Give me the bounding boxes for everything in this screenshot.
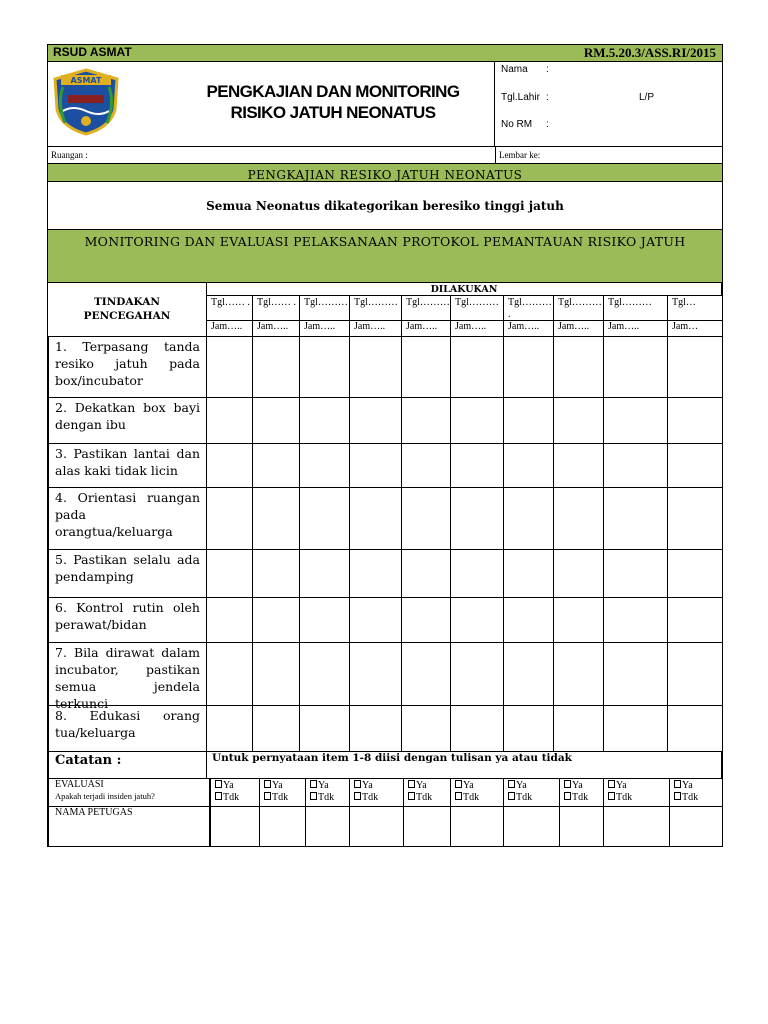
date-header[interactable]: Tgl…… .	[206, 296, 253, 321]
check-cell[interactable]	[503, 336, 554, 398]
option-tdk[interactable]	[264, 792, 305, 804]
checkbox-icon[interactable]	[608, 780, 615, 788]
lembar-label: Lembar ke:	[499, 150, 541, 160]
check-cell[interactable]	[503, 597, 554, 643]
tgl-lahir-colon: :	[546, 92, 549, 103]
table-row-label: 1. Terpasang tanda resiko jatuh pada box/incubator	[48, 336, 207, 398]
section1-bar	[48, 164, 722, 182]
table-row-label: 6. Kontrol rutin oleh perawat/bidan	[48, 597, 207, 643]
logo-boat	[68, 95, 104, 103]
option-text: Ya	[223, 780, 234, 791]
date-header[interactable]: Tgl………	[603, 296, 668, 321]
option-ya[interactable]	[215, 780, 259, 792]
option-text: Tdk	[318, 792, 335, 803]
evaluasi-option-cell[interactable]	[503, 778, 560, 807]
option-text: Tdk	[272, 792, 289, 803]
petugas-signature-cell[interactable]	[450, 806, 504, 847]
petugas-cell: NAMA PETUGAS	[48, 806, 210, 847]
option-ya[interactable]	[564, 780, 603, 792]
check-cell[interactable]	[503, 642, 554, 706]
check-cell[interactable]	[252, 487, 300, 550]
evaluasi-option-cell[interactable]	[603, 778, 670, 807]
catatan-cell: Catatan :	[48, 751, 207, 779]
checkbox-icon[interactable]	[508, 780, 515, 788]
title-line-2: RISIKO JATUH NEONATUS	[230, 103, 436, 122]
checkbox-icon[interactable]	[215, 780, 222, 788]
logo-text: ASMAT	[70, 76, 102, 85]
date-header[interactable]: Tgl………	[401, 296, 451, 321]
check-cell[interactable]	[401, 549, 451, 598]
check-cell[interactable]	[206, 487, 253, 550]
time-header[interactable]: Jam…..	[553, 320, 604, 337]
checkbox-icon[interactable]	[408, 780, 415, 788]
checkbox-icon[interactable]	[674, 792, 681, 800]
table-row-label: 5. Pastikan selalu ada pendamping	[48, 549, 207, 598]
section2-bar	[48, 230, 722, 283]
table-row-label: 8. Edukasi orang tua/keluarga	[48, 705, 207, 752]
evaluasi-option-cell[interactable]	[403, 778, 451, 807]
title-line-1: PENGKAJIAN DAN MONITORING	[206, 82, 460, 101]
form-title	[168, 81, 498, 123]
evaluasi-option-cell[interactable]	[210, 778, 260, 807]
catatan-note: Untuk pernyataan item 1-8 diisi dengan tulisan ya atau tidak	[206, 751, 722, 779]
hospital-name: RSUD ASMAT	[53, 45, 132, 59]
check-cell[interactable]	[299, 487, 350, 550]
check-cell[interactable]	[401, 705, 451, 752]
option-ya[interactable]	[674, 780, 722, 792]
check-cell[interactable]	[206, 397, 253, 444]
norm-label: No RM	[501, 119, 533, 130]
evaluasi-cell	[48, 778, 210, 807]
check-cell[interactable]	[206, 336, 253, 398]
option-ya[interactable]	[354, 780, 403, 792]
checkbox-icon[interactable]	[408, 792, 415, 800]
check-cell[interactable]	[553, 336, 604, 398]
check-cell[interactable]	[349, 705, 402, 752]
date-header[interactable]: Tgl…… .	[252, 296, 300, 321]
evaluasi-label: EVALUASI	[55, 779, 104, 790]
form-code: RM.5.20.3/ASS.RI/2015	[583, 45, 716, 60]
option-ya[interactable]	[508, 780, 559, 792]
tgl-lahir-label: Tgl.Lahir	[501, 92, 540, 103]
check-cell[interactable]	[503, 397, 554, 444]
table-row-label: 4. Orientasi ruangan pada orangtua/keluarga	[48, 487, 207, 550]
time-header[interactable]: Jam…..	[603, 320, 668, 337]
table-row-label: 2. Dekatkan box bayi dengan ibu	[48, 397, 207, 444]
check-cell[interactable]	[206, 705, 253, 752]
table-row-label: 3. Pastikan lantai dan alas kaki tidak licin	[48, 443, 207, 488]
check-cell[interactable]	[299, 642, 350, 706]
check-cell[interactable]	[299, 336, 350, 398]
check-cell[interactable]	[667, 336, 723, 398]
check-cell[interactable]	[450, 487, 504, 550]
action-header: TINDAKAN PENCEGAHAN	[83, 296, 171, 322]
petugas-signature-cell[interactable]	[210, 806, 260, 847]
petugas-signature-cell[interactable]	[603, 806, 670, 847]
check-cell[interactable]	[553, 642, 604, 706]
check-cell[interactable]	[503, 549, 554, 598]
option-text: Ya	[516, 780, 527, 791]
title-area	[48, 62, 495, 147]
check-cell[interactable]	[401, 443, 451, 488]
checkbox-icon[interactable]	[264, 792, 271, 800]
check-cell[interactable]	[252, 336, 300, 398]
petugas-signature-cell[interactable]	[403, 806, 451, 847]
option-text: Tdk	[463, 792, 480, 803]
option-text: Tdk	[616, 792, 633, 803]
check-cell[interactable]	[553, 487, 604, 550]
checkbox-icon[interactable]	[354, 792, 361, 800]
check-cell[interactable]	[450, 336, 504, 398]
evaluasi-option-cell[interactable]	[305, 778, 350, 807]
ruangan-label: Ruangan :	[51, 150, 88, 160]
check-cell[interactable]	[349, 443, 402, 488]
check-cell[interactable]	[349, 336, 402, 398]
check-cell[interactable]	[603, 397, 668, 444]
evaluasi-option-cell[interactable]	[450, 778, 504, 807]
option-text: Ya	[616, 780, 627, 791]
evaluasi-option-cell[interactable]	[669, 778, 723, 807]
checkbox-icon[interactable]	[508, 792, 515, 800]
checkbox-icon[interactable]	[310, 780, 317, 788]
option-text: Ya	[682, 780, 693, 791]
section1-statement-row	[48, 182, 722, 230]
check-cell[interactable]	[667, 549, 723, 598]
check-cell[interactable]	[450, 642, 504, 706]
check-cell[interactable]	[349, 549, 402, 598]
check-cell[interactable]	[667, 487, 723, 550]
option-tdk[interactable]	[455, 792, 503, 804]
check-cell[interactable]	[349, 397, 402, 444]
option-tdk[interactable]	[354, 792, 403, 804]
patient-identity	[496, 62, 722, 147]
option-ya[interactable]	[608, 780, 669, 792]
check-cell[interactable]	[299, 705, 350, 752]
option-text: Tdk	[362, 792, 379, 803]
evaluasi-option-cell[interactable]	[559, 778, 604, 807]
norm-colon: :	[546, 119, 549, 130]
petugas-signature-cell[interactable]	[259, 806, 306, 847]
ruangan-field	[48, 146, 496, 164]
check-cell[interactable]	[252, 397, 300, 444]
date-header[interactable]: Tgl………	[349, 296, 402, 321]
time-header[interactable]: Jam…..	[401, 320, 451, 337]
check-cell[interactable]	[252, 549, 300, 598]
checkbox-icon[interactable]	[310, 792, 317, 800]
option-text: Tdk	[572, 792, 589, 803]
option-text: Ya	[463, 780, 474, 791]
check-cell[interactable]	[299, 397, 350, 444]
check-cell[interactable]	[401, 397, 451, 444]
date-header[interactable]: Tgl……… .	[503, 296, 554, 321]
check-cell[interactable]	[252, 705, 300, 752]
petugas-signature-cell[interactable]	[503, 806, 560, 847]
option-ya[interactable]	[408, 780, 450, 792]
check-cell[interactable]	[206, 549, 253, 598]
date-header[interactable]: Tgl………	[299, 296, 350, 321]
time-header[interactable]: Jam…..	[206, 320, 253, 337]
check-cell[interactable]	[401, 642, 451, 706]
petugas-signature-cell[interactable]	[669, 806, 723, 847]
date-header[interactable]: Tgl…	[667, 296, 723, 321]
check-cell[interactable]	[667, 443, 723, 488]
petugas-signature-cell[interactable]	[305, 806, 350, 847]
check-cell[interactable]	[553, 397, 604, 444]
check-cell[interactable]	[667, 642, 723, 706]
section2-title: MONITORING DAN EVALUASI PELAKSANAAN PROTOKOL PEMANTAUAN RISIKO JATUH	[84, 234, 686, 249]
option-text: Tdk	[416, 792, 433, 803]
check-cell[interactable]	[450, 597, 504, 643]
check-cell[interactable]	[603, 336, 668, 398]
option-tdk[interactable]	[215, 792, 259, 804]
option-tdk[interactable]	[408, 792, 450, 804]
check-cell[interactable]	[206, 642, 253, 706]
time-header[interactable]: Jam…..	[450, 320, 504, 337]
time-header[interactable]: Jam…..	[349, 320, 402, 337]
checkbox-icon[interactable]	[564, 780, 571, 788]
check-cell[interactable]	[603, 642, 668, 706]
asmat-logo	[51, 67, 121, 137]
check-cell[interactable]	[450, 549, 504, 598]
check-cell[interactable]	[503, 705, 554, 752]
check-cell[interactable]	[603, 597, 668, 643]
check-cell[interactable]	[252, 642, 300, 706]
check-cell[interactable]	[349, 487, 402, 550]
check-cell[interactable]	[401, 336, 451, 398]
check-cell[interactable]	[667, 397, 723, 444]
check-cell[interactable]	[450, 443, 504, 488]
table-row-label: 7. Bila dirawat dalam incubator, pastikan semua jendela terkunci	[48, 642, 207, 706]
checkbox-icon[interactable]	[455, 780, 462, 788]
check-cell[interactable]	[503, 487, 554, 550]
check-cell[interactable]	[667, 597, 723, 643]
option-text: Tdk	[516, 792, 533, 803]
check-cell[interactable]	[401, 597, 451, 643]
check-cell[interactable]	[603, 549, 668, 598]
check-cell[interactable]	[349, 642, 402, 706]
date-header[interactable]: Tgl………	[450, 296, 504, 321]
checkbox-icon[interactable]	[564, 792, 571, 800]
section1-statement: Semua Neonatus dikategorikan beresiko tinggi jatuh	[206, 199, 564, 213]
checkbox-icon[interactable]	[264, 780, 271, 788]
checkbox-icon[interactable]	[608, 792, 615, 800]
check-cell[interactable]	[299, 443, 350, 488]
logo-emblem	[81, 116, 91, 126]
header-bar	[48, 45, 722, 62]
option-text: Ya	[318, 780, 329, 791]
option-text: Ya	[572, 780, 583, 791]
option-tdk[interactable]	[508, 792, 559, 804]
check-cell[interactable]	[401, 487, 451, 550]
option-text: Ya	[272, 780, 283, 791]
check-cell[interactable]	[299, 597, 350, 643]
petugas-signature-cell[interactable]	[559, 806, 604, 847]
evaluasi-question: Apakah terjadi insiden jatuh?	[55, 791, 155, 801]
time-header[interactable]: Jam…..	[252, 320, 300, 337]
evaluasi-option-cell[interactable]	[259, 778, 306, 807]
time-header[interactable]: Jam…..	[299, 320, 350, 337]
checkbox-icon[interactable]	[354, 780, 361, 788]
checkbox-icon[interactable]	[215, 792, 222, 800]
check-cell[interactable]	[252, 443, 300, 488]
evaluasi-option-cell[interactable]	[349, 778, 404, 807]
lembar-field	[496, 146, 722, 164]
check-cell[interactable]	[603, 487, 668, 550]
check-cell[interactable]	[603, 705, 668, 752]
check-cell[interactable]	[450, 397, 504, 444]
check-cell[interactable]	[299, 549, 350, 598]
check-cell[interactable]	[206, 443, 253, 488]
checkbox-icon[interactable]	[455, 792, 462, 800]
check-cell[interactable]	[503, 443, 554, 488]
time-header[interactable]: Jam…	[667, 320, 723, 337]
check-cell[interactable]	[349, 597, 402, 643]
option-ya[interactable]	[264, 780, 305, 792]
option-tdk[interactable]	[608, 792, 669, 804]
nama-colon: :	[546, 64, 549, 75]
option-ya[interactable]	[310, 780, 349, 792]
date-header[interactable]: Tgl………	[553, 296, 604, 321]
check-cell[interactable]	[252, 597, 300, 643]
check-cell[interactable]	[553, 549, 604, 598]
check-cell[interactable]	[667, 705, 723, 752]
option-tdk[interactable]	[310, 792, 349, 804]
option-tdk[interactable]	[674, 792, 722, 804]
section1-title: PENGKAJIAN RESIKO JATUH NEONATUS	[247, 168, 523, 182]
check-cell[interactable]	[450, 705, 504, 752]
option-text: Ya	[362, 780, 373, 791]
done-header: DILAKUKAN	[430, 284, 498, 295]
check-cell[interactable]	[553, 443, 604, 488]
check-cell[interactable]	[553, 705, 604, 752]
nama-label: Nama	[501, 64, 528, 75]
check-cell[interactable]	[553, 597, 604, 643]
checkbox-icon[interactable]	[674, 780, 681, 788]
time-header[interactable]: Jam…..	[503, 320, 554, 337]
petugas-signature-cell[interactable]	[349, 806, 404, 847]
option-tdk[interactable]	[564, 792, 603, 804]
option-text: Tdk	[682, 792, 699, 803]
option-ya[interactable]	[455, 780, 503, 792]
check-cell[interactable]	[206, 597, 253, 643]
lp-label: L/P	[639, 92, 655, 103]
check-cell[interactable]	[603, 443, 668, 488]
option-text: Ya	[416, 780, 427, 791]
option-text: Tdk	[223, 792, 240, 803]
